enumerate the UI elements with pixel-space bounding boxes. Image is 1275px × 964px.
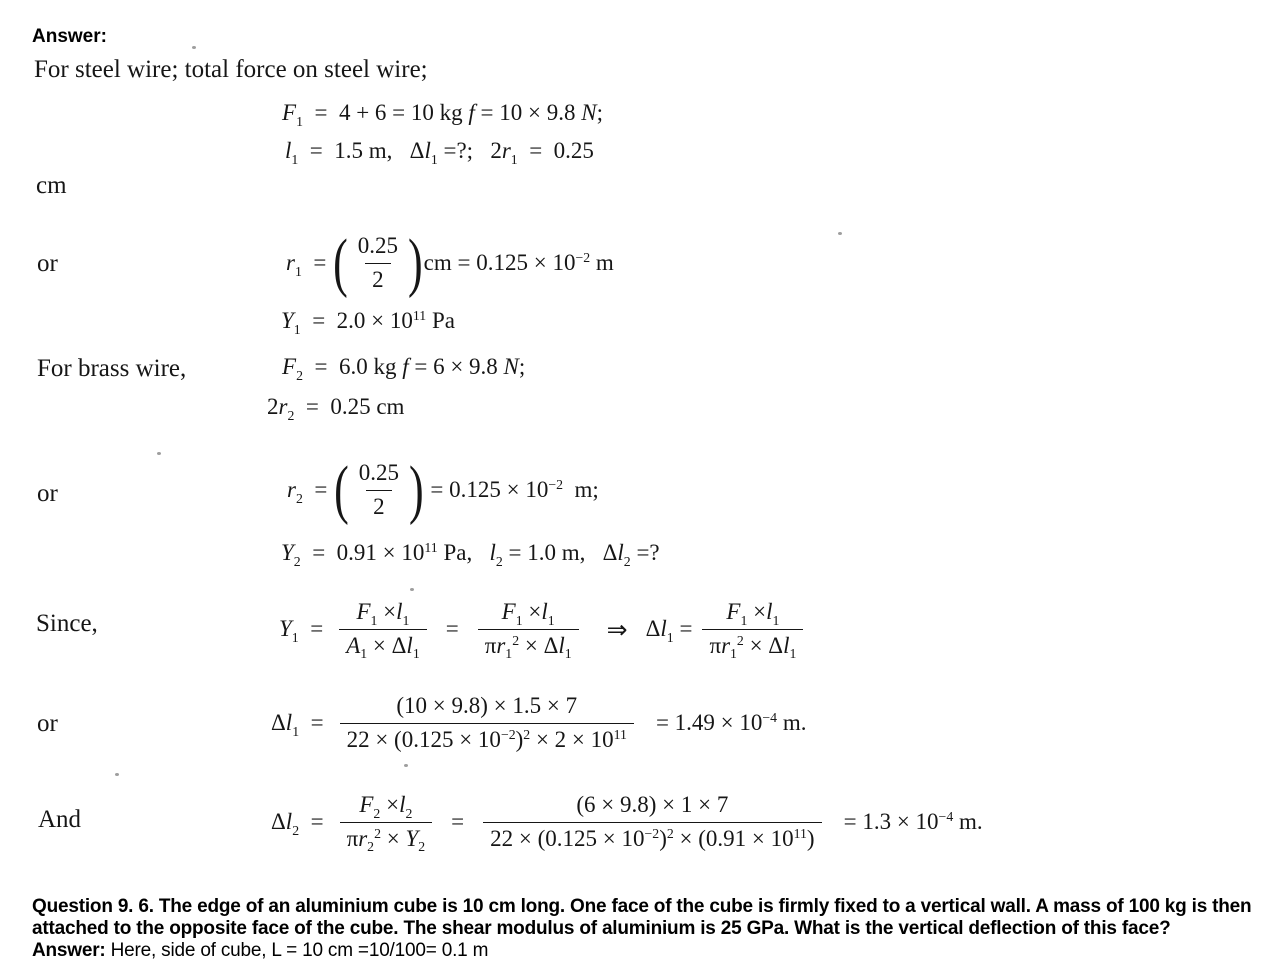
eq-dl1-lhs: $\Delta l_1$ = xyxy=(271,710,324,739)
fraction-numerator: 0.25 xyxy=(358,460,399,486)
equals-sign: = xyxy=(445,616,459,641)
eq-r2-rhs: = $0.125 \times 10^{-2}$ m; xyxy=(424,477,599,502)
fraction-denominator: $\pi r_2^2 \times Y_2$ xyxy=(340,822,433,853)
eq-r1-lhs: $r_1$ = xyxy=(286,250,333,279)
fraction-numerator: (10 × 9.8) × 1.5 × 7 xyxy=(396,693,578,719)
scan-speck xyxy=(115,773,119,776)
equals-sign: = xyxy=(451,809,465,834)
close-paren: ) xyxy=(409,452,424,526)
scan-speck xyxy=(157,452,161,455)
eq-young-steel: $Y_1 = 2.0 \times 10^{11}$ Pa xyxy=(281,308,455,337)
open-paren: ( xyxy=(334,452,349,526)
fraction-numerator: $F_2 \times l_2$ xyxy=(359,792,413,822)
implies-arrow-icon: ⇒ xyxy=(606,614,628,644)
fraction-denominator: $A_1 \times \Delta l_1$ xyxy=(339,629,427,660)
scan-speck xyxy=(404,764,408,767)
or-label-3: or xyxy=(37,710,58,737)
eq-dl2-result: = $1.3 \times 10^{-4}$ m. xyxy=(843,809,983,834)
and-label: And xyxy=(38,806,82,833)
eq-young-modulus-relation xyxy=(279,588,813,670)
fraction-denominator: $\pi r_1^2 \times \Delta l_1$ xyxy=(702,629,803,660)
fraction-r2 xyxy=(352,459,406,520)
answer-label: Answer: xyxy=(32,940,106,961)
fraction-denominator: $22 \times (0.125 \times 10^{-2})^2 \times (0.91 \times 10^{11})$ xyxy=(483,822,821,853)
eq-r1-rhs: cm = $0.125 \times 10^{-2}$ m xyxy=(423,250,614,275)
eq-delta-l1-mid: $\Delta l_1$ = xyxy=(645,616,693,645)
fraction-numerator: $F_1 \times l_1$ xyxy=(501,599,555,629)
open-paren: ( xyxy=(333,225,348,299)
scan-speck xyxy=(410,588,414,591)
eq-radius-brass xyxy=(287,452,599,528)
fraction-numerator: $F_1 \times l_1$ xyxy=(356,599,410,629)
fraction-numerator: 0.25 xyxy=(357,233,398,259)
scan-speck xyxy=(838,232,842,235)
steel-wire-intro: For steel wire; total force on steel wire; xyxy=(34,56,428,83)
answer-heading: Answer: xyxy=(32,26,107,47)
eq-dl2-lhs: $\Delta l_2$ = xyxy=(271,809,324,838)
eq-dl1-result: = $1.49 \times 10^{-4}$ m. xyxy=(655,710,807,735)
fraction-denominator: $22 \times (0.125 \times 10^{-2})^2 \times 2 \times 10^{11}$ xyxy=(340,723,634,754)
fraction-f1l1-over-pir1 xyxy=(478,598,579,662)
eq-r2-lhs: $r_2$ = xyxy=(287,477,334,506)
fraction-denominator: $\pi r_1^2 \times \Delta l_1$ xyxy=(478,629,579,660)
eq-elongation-steel xyxy=(271,684,806,762)
close-paren: ) xyxy=(408,225,423,299)
answer-9-6 xyxy=(32,940,488,962)
eq-force-brass: $F_2 = 6.0$ kg f = 6 × 9.8 N; xyxy=(282,354,526,383)
or-label-2: or xyxy=(37,480,58,507)
fraction-f2l2 xyxy=(340,791,433,855)
fraction-numerator: $F_1 \times l_1$ xyxy=(726,599,780,629)
fraction-dl2-value xyxy=(483,791,821,852)
eq-young-brass: $Y_2 = 0.91 \times 10^{11}$ Pa, $l_2 = 1.0$ m, $\Delta l_2$ =? xyxy=(281,540,660,569)
scan-speck xyxy=(192,46,196,49)
eq-radius-steel xyxy=(286,224,614,302)
fraction-r1 xyxy=(351,232,405,293)
brass-wire-label: For brass wire, xyxy=(37,355,187,382)
or-label-1: or xyxy=(37,250,58,277)
question-9-6: Question 9. 6. The edge of an aluminium cube is 10 cm long. One face of the cube is firmly fixed to a vertical wall. A mass of 100 kg is then attached to the opposite face of the cube. The shear modulus of aluminium is 25 GPa. What is the vertical deflection of this face? xyxy=(32,896,1252,939)
fraction-f1l1-over-a1 xyxy=(339,598,427,662)
eq-y1-lhs: $Y_1$ = xyxy=(279,616,324,645)
answer-text: Here, side of cube, L = 10 cm =10/100= 0.1 m xyxy=(105,940,489,961)
fraction-delta-l1 xyxy=(702,598,803,662)
eq-elongation-brass xyxy=(271,780,983,864)
eq-length-steel: $l_1 = 1.5$ m, $\Delta l_1$ =?; $2r_1 = 0.25$ xyxy=(285,138,594,167)
since-label: Since, xyxy=(36,610,98,637)
fraction-denominator: 2 xyxy=(366,490,392,521)
eq-diameter-brass: $2r_2 = 0.25$ cm xyxy=(267,394,405,423)
fraction-numerator: (6 × 9.8) × 1 × 7 xyxy=(576,792,729,818)
fraction-dl1-value xyxy=(340,692,634,753)
cm-carryover: cm xyxy=(36,172,67,199)
fraction-denominator: 2 xyxy=(365,263,391,294)
eq-force-steel: $F_1 = 4 + 6 = 10$ kg f = 10 × 9.8 N; xyxy=(282,100,603,129)
